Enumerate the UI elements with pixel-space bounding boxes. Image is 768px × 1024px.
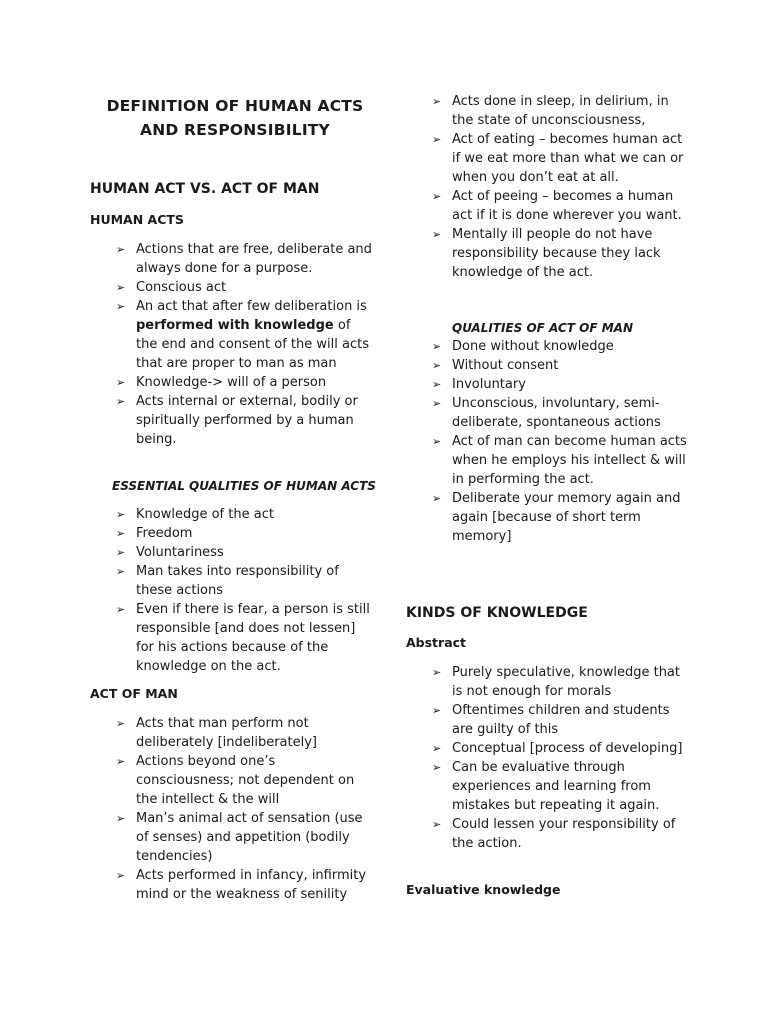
- list-act-of-man-continued: [426, 92, 688, 282]
- list-item: ➢ Conceptual [process of developing]: [432, 741, 683, 756]
- list-item: ➢ Knowledge-> will of a person: [116, 375, 327, 390]
- arrow-bullet-icon: ➢: [432, 704, 442, 717]
- arrow-bullet-icon: ➢: [116, 281, 126, 294]
- arrow-bullet-icon: ➢: [432, 818, 442, 831]
- list-item: ➢ Unconscious, involuntary, semi-deliberate, spontaneous actions: [432, 396, 661, 430]
- list-item: ➢ Act of eating – becomes human act if we eat more than what we can or when you don’t eat at all.: [432, 132, 684, 185]
- arrow-bullet-icon: ➢: [432, 492, 442, 505]
- arrow-bullet-icon: ➢: [116, 243, 126, 256]
- list-item: ➢ Acts done in sleep, in delirium, in the state of unconsciousness,: [432, 94, 669, 128]
- list-item: ➢ Involuntary: [432, 377, 526, 392]
- emphasis-text: performed with knowledge: [136, 318, 334, 333]
- section-heading-human-act-vs-act-of-man: HUMAN ACT VS. ACT OF MAN: [90, 181, 320, 197]
- list-item: ➢ Actions that are free, deliberate and always done for a purpose.: [116, 242, 372, 276]
- arrow-bullet-icon: ➢: [116, 508, 126, 521]
- arrow-bullet-icon: ➢: [116, 395, 126, 408]
- list-item: ➢ An act that after few deliberation is performed with knowledge of the end and consent of the will acts that are proper to man as man: [116, 299, 369, 371]
- list-item: ➢ Done without knowledge: [432, 339, 614, 354]
- arrow-bullet-icon: ➢: [116, 546, 126, 559]
- list-item: ➢ Could lessen your responsibility of the action.: [432, 817, 676, 851]
- list-item: ➢ Acts internal or external, bodily or spiritually performed by a human being.: [116, 394, 358, 447]
- list-item: ➢ Acts that man perform not deliberately [indeliberately]: [116, 716, 317, 750]
- subheading-abstract: Abstract: [406, 635, 467, 650]
- arrow-bullet-icon: ➢: [432, 133, 442, 146]
- arrow-bullet-icon: ➢: [432, 190, 442, 203]
- list-item: ➢ Act of peeing – becomes a human act if it is done wherever you want.: [432, 189, 682, 223]
- page-title-line1: DEFINITION OF HUMAN ACTS: [106, 97, 364, 115]
- list-item: ➢ Purely speculative, knowledge that is not enough for morals: [432, 665, 680, 699]
- arrow-bullet-icon: ➢: [432, 742, 442, 755]
- arrow-bullet-icon: ➢: [432, 761, 442, 774]
- arrow-bullet-icon: ➢: [116, 869, 126, 882]
- arrow-bullet-icon: ➢: [432, 340, 442, 353]
- page-title-line2: AND RESPONSIBILITY: [140, 121, 330, 139]
- subheading-evaluative-knowledge: Evaluative knowledge: [406, 882, 561, 897]
- list-item: ➢ Oftentimes children and students are guilty of this: [432, 703, 670, 737]
- list-item: ➢ Without consent: [432, 358, 559, 373]
- list-item: ➢ Conscious act: [116, 280, 227, 295]
- arrow-bullet-icon: ➢: [116, 300, 126, 313]
- subheading-essential-qualities: ESSENTIAL QUALITIES OF HUMAN ACTS: [112, 479, 376, 493]
- arrow-bullet-icon: ➢: [432, 666, 442, 679]
- list-essential-qualities: [110, 505, 372, 676]
- page-title: [90, 94, 380, 142]
- arrow-bullet-icon: ➢: [432, 378, 442, 391]
- list-item: ➢ Can be evaluative through experiences and learning from mistakes but repeating it again.: [432, 760, 660, 813]
- arrow-bullet-icon: ➢: [432, 95, 442, 108]
- list-act-of-man: [110, 714, 372, 904]
- subheading-act-of-man: ACT OF MAN: [90, 686, 178, 701]
- list-qualities-of-act-of-man: [426, 337, 688, 546]
- list-item: ➢ Even if there is fear, a person is still responsible [and does not lessen] for his actions because of the knowledge on the act.: [116, 602, 370, 674]
- section-heading-kinds-of-knowledge: KINDS OF KNOWLEDGE: [406, 605, 588, 621]
- arrow-bullet-icon: ➢: [432, 435, 442, 448]
- arrow-bullet-icon: ➢: [432, 397, 442, 410]
- arrow-bullet-icon: ➢: [116, 603, 126, 616]
- arrow-bullet-icon: ➢: [116, 755, 126, 768]
- list-item: ➢ Acts performed in infancy, infirmity mind or the weakness of senility: [116, 868, 367, 902]
- list-item: ➢ Deliberate your memory again and again [because of short term memory]: [432, 491, 681, 544]
- list-item: ➢ Man takes into responsibility of these actions: [116, 564, 339, 598]
- arrow-bullet-icon: ➢: [116, 812, 126, 825]
- arrow-bullet-icon: ➢: [432, 359, 442, 372]
- arrow-bullet-icon: ➢: [116, 565, 126, 578]
- list-item: ➢ Act of man can become human acts when he employs his intellect & will in performing the act.: [432, 434, 687, 487]
- list-item: ➢ Actions beyond one’s consciousness; not dependent on the intellect & the will: [116, 754, 355, 807]
- arrow-bullet-icon: ➢: [432, 228, 442, 241]
- list-item: ➢ Mentally ill people do not have responsibility because they lack knowledge of the act.: [432, 227, 661, 280]
- list-abstract-knowledge: [426, 663, 688, 853]
- list-item: ➢ Freedom: [116, 526, 193, 541]
- arrow-bullet-icon: ➢: [116, 527, 126, 540]
- list-human-acts: [110, 240, 372, 449]
- subheading-human-acts: HUMAN ACTS: [90, 212, 184, 227]
- list-item: ➢ Voluntariness: [116, 545, 224, 560]
- arrow-bullet-icon: ➢: [116, 717, 126, 730]
- list-item: ➢ Man’s animal act of sensation (use of senses) and appetition (bodily tendencies): [116, 811, 363, 864]
- arrow-bullet-icon: ➢: [116, 376, 126, 389]
- list-item: ➢ Knowledge of the act: [116, 507, 274, 522]
- subheading-qualities-of-act-of-man: QUALITIES OF ACT OF MAN: [452, 321, 633, 335]
